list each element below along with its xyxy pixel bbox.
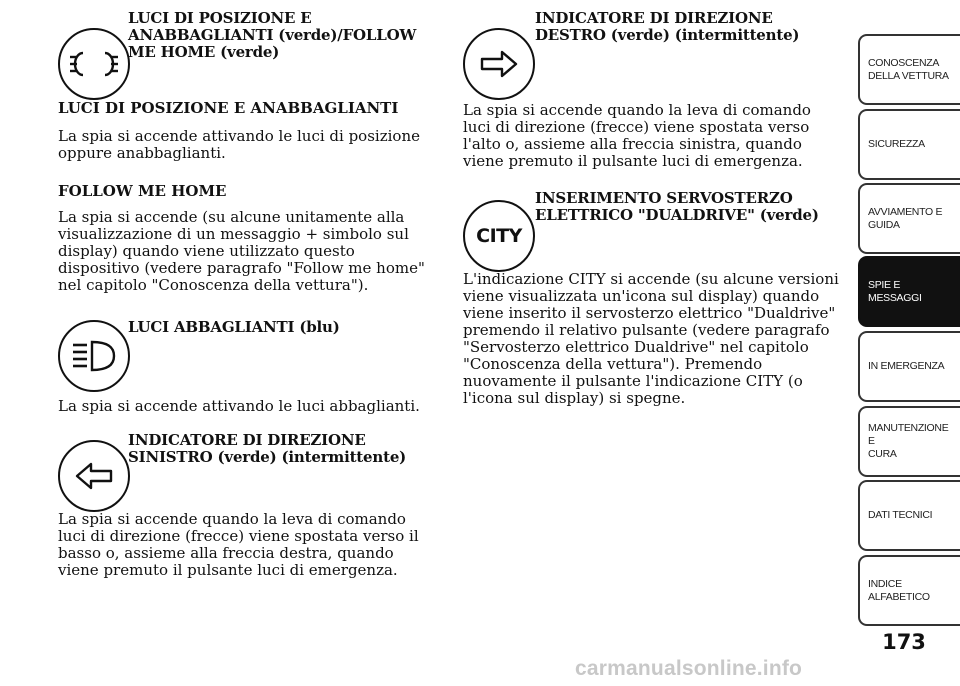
tab-dati-tecnici[interactable]: DATI TECNICI — [858, 480, 960, 551]
tab-manutenzione[interactable]: MANUTENZIONE E CURA — [858, 406, 960, 477]
left-turn-title: INDICATORE DI DIREZIONE SINISTRO (verde) (intermittente) — [128, 431, 407, 466]
page-number: 173 — [882, 630, 926, 654]
dualdrive-text: L'indicazione CITY si accende (su alcune versioni viene visualizzata un'icona sul display) quando viene inserito il servosterzo elettrico "Dualdrive" premendo il relativo pulsante (vedere paragrafo "Servosterzo elettrico Dualdrive" nel capitolo "Conoscenza della vettura"). Premendo nuovamente il pulsante l'indicazione CITY (o l'icona sul display) si spegne. — [463, 270, 839, 407]
tab-spie-messaggi[interactable]: SPIE E MESSAGGI — [858, 256, 960, 327]
position-lights-title: LUCI DI POSIZIONE E ANABBAGLIANTI (verde)/FOLLOW ME HOME (verde) — [128, 9, 417, 61]
tab-sicurezza[interactable]: SICUREZZA — [858, 109, 960, 180]
city-icon — [463, 200, 535, 272]
tab-emergenza[interactable]: IN EMERGENZA — [858, 331, 960, 402]
position-lights-text: La spia si accende attivando le luci di posizione oppure anabbaglianti. — [58, 127, 420, 162]
high-beam-title: LUCI ABBAGLIANTI (blu) — [128, 318, 340, 336]
right-turn-title: INDICATORE DI DIREZIONE DESTRO (verde) (intermittente) — [535, 9, 800, 44]
position-lights-icon — [58, 28, 130, 100]
watermark: carmanualsonline.info — [575, 657, 803, 680]
dualdrive-title: INSERIMENTO SERVOSTERZO ELETTRICO "DUALDRIVE" (verde) — [535, 189, 819, 224]
tab-indice[interactable]: INDICE ALFABETICO — [858, 555, 960, 626]
follow-me-home-subtitle: FOLLOW ME HOME — [58, 182, 227, 200]
high-beam-icon — [58, 320, 130, 392]
right-turn-text: La spia si accende quando la leva di comando luci di direzione (frecce) viene spostata verso l'alto o, assieme alla freccia sinistra, quando viene premuto il pulsante luci di emergenza. — [463, 101, 811, 170]
high-beam-text: La spia si accende attivando le luci abbaglianti. — [58, 397, 420, 415]
follow-me-home-text: La spia si accende (su alcune unitamente alla visualizzazione di un messaggio + simbolo sul display) quando viene utilizzato questo dispositivo (vedere paragrafo "Follow me home" nel capitolo "Conoscenza della vettura"). — [58, 208, 425, 294]
city-icon-label: CITY — [476, 225, 522, 247]
left-arrow-icon — [58, 440, 130, 512]
tab-conoscenza[interactable]: CONOSCENZA DELLA VETTURA — [858, 34, 960, 105]
right-arrow-icon — [463, 28, 535, 100]
left-turn-text: La spia si accende quando la leva di comando luci di direzione (frecce) viene spostata verso il basso o, assieme alla freccia destra, quando viene premuto il pulsante luci di emergenza. — [58, 510, 419, 579]
tab-avviamento[interactable]: AVVIAMENTO E GUIDA — [858, 183, 960, 254]
position-lights-subtitle: LUCI DI POSIZIONE E ANABBAGLIANTI — [58, 99, 399, 117]
